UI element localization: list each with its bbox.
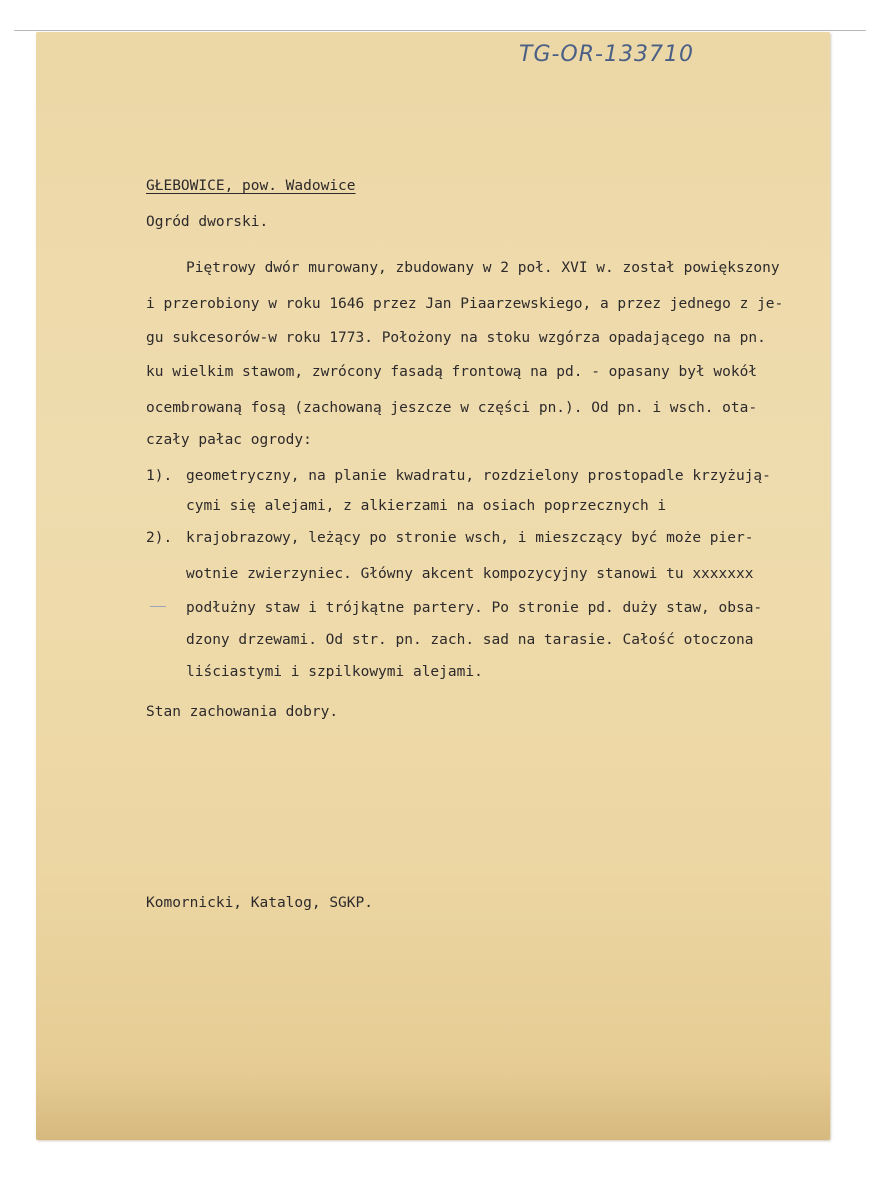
list-item-line: liściastymi i szpilkowymi alejami. [186,664,483,680]
heading-place: GŁEBOWICE, pow. Wadowice [146,178,356,194]
list-item-line: geometryczny, na planie kwadratu, rozdzielony prostopadle krzyżują- [186,468,771,484]
list-item-line: krajobrazowy, leżący po stronie wsch, i mieszczący być może pier- [186,530,754,546]
list-marker: 1). [146,468,173,484]
paragraph-line: ocembrowaną fosą (zachowaną jeszcze w części pn.). Od pn. i wsch. ota- [146,400,758,416]
paper-sheet [36,32,830,1140]
paragraph-line: gu sukcesorów-w roku 1773. Położony na stoku wzgórza opadającego na pn. [146,330,766,346]
list-item-line: wotnie zwierzyniec. Główny akcent kompozycyjny stanowi tu xxxxxxx [186,566,754,582]
scan-edge-line [14,30,866,31]
list-marker: 2). [146,530,173,546]
paragraph-line: Piętrowy dwór murowany, zbudowany w 2 poł. XVI w. został powiększony [186,260,780,276]
paragraph-line: czały pałac ogrody: [146,432,312,448]
handwritten-reference-number: TG-OR-133710 [519,42,694,67]
document-subheading: Ogród dworski. [146,214,269,230]
list-item-line: dzony drzewami. Od str. pn. zach. sad na tarasie. Całość otoczona [186,632,754,648]
paragraph-line: i przerobiony w roku 1646 przez Jan Piaarzewskiego, a przez jednego z je- [146,296,784,312]
document-heading [146,176,356,196]
paragraph-line: ku wielkim stawom, zwrócony fasadą frontową na pd. - opasany był wokół [146,364,758,380]
condition-status: Stan zachowania dobry. [146,704,339,720]
list-item-line: podłużny staw i trójkątne partery. Po stronie pd. duży staw, obsa- [186,600,763,616]
source-citation: Komornicki, Katalog, SGKP. [146,895,373,911]
list-item-line: cymi się alejami, z alkierzami na osiach poprzecznych i [186,498,667,514]
margin-pencil-mark [150,606,166,607]
